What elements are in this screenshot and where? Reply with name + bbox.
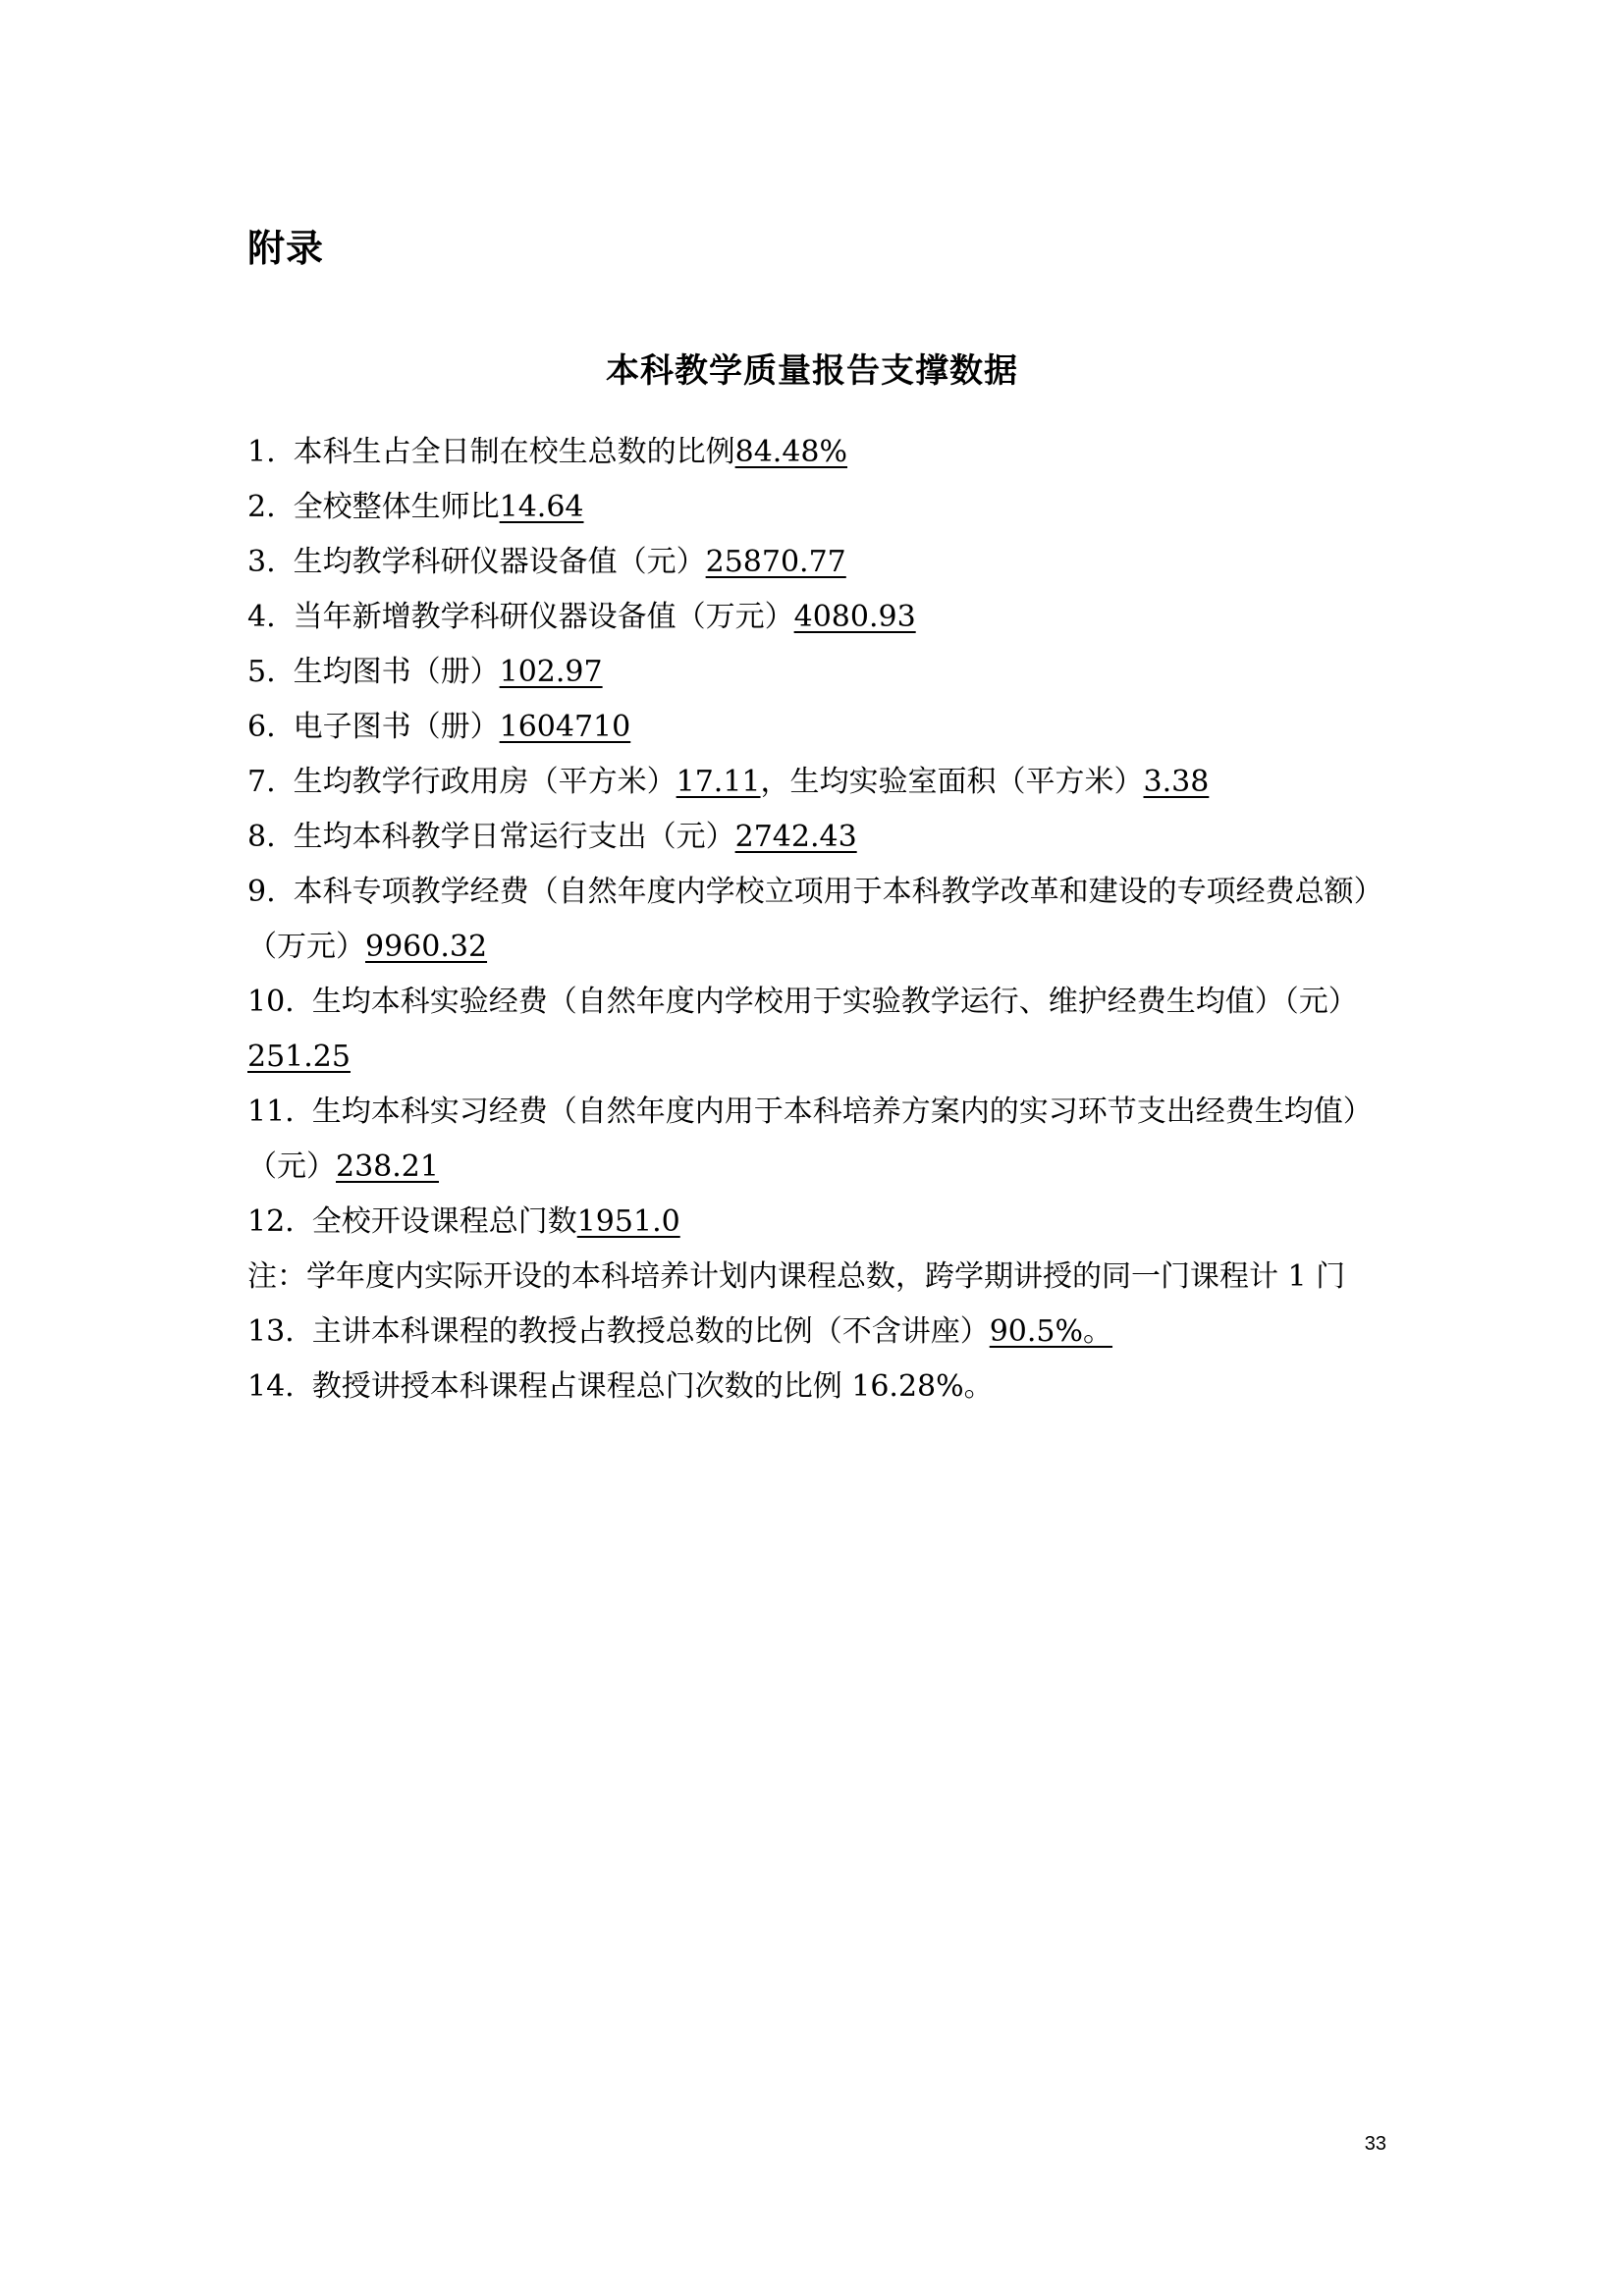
item-value: 251.25: [247, 1040, 351, 1074]
item-value: 1604710: [499, 710, 631, 744]
item-number: 10.: [247, 985, 295, 1019]
item-number: 9.: [247, 875, 276, 909]
item-number: 1.: [247, 435, 276, 469]
item-number: 4.: [247, 600, 276, 634]
item-label: 生均教学行政用房（平方米）: [293, 765, 677, 799]
item-label: 全校整体生师比: [293, 490, 500, 524]
item-label: 全校开设课程总门数: [311, 1204, 577, 1239]
item-value: 17.11: [676, 765, 761, 799]
list-item: [247, 425, 1386, 480]
document-title: 本科教学质量报告支撑数据: [606, 351, 1018, 391]
list-item: [247, 535, 1386, 590]
list-item: [247, 1305, 1386, 1360]
item-value: 102.97: [499, 655, 603, 689]
item-number: 2.: [247, 490, 276, 524]
item-value: 14.64: [499, 490, 584, 524]
list-item: [247, 1195, 1386, 1250]
item-number: 13.: [247, 1314, 295, 1349]
item-label: 本科专项教学经费（自然年度内学校立项用于本科教学改革和建设的专项经费总额）（万元）: [247, 875, 1383, 964]
list-item: [247, 1085, 1386, 1195]
item-label: 本科生占全日制在校生总数的比例: [293, 435, 735, 469]
item-number: 5.: [247, 655, 276, 689]
list-item: [247, 645, 1386, 700]
page-number: 33: [1364, 2133, 1386, 2155]
item-label: 生均图书（册）: [293, 655, 500, 689]
item-label: 生均本科实验经费（自然年度内学校用于实验教学运行、维护经费生均值）（元）: [311, 985, 1358, 1019]
item-label-secondary: ，生均实验室面积（平方米）: [760, 765, 1144, 799]
item-value: 84.48%: [734, 435, 848, 469]
list-item: [247, 480, 1386, 535]
section-title: 附录: [247, 227, 325, 270]
item-number: 7.: [247, 765, 276, 799]
list-item: [247, 590, 1386, 645]
list-item: [247, 1360, 1386, 1415]
note: [247, 1250, 1386, 1305]
list-item: [247, 975, 1386, 1085]
item-value: 2742.43: [734, 820, 857, 854]
item-value: 238.21: [336, 1149, 439, 1184]
list-item: [247, 810, 1386, 865]
item-label: 当年新增教学科研仪器设备值（万元）: [293, 600, 794, 634]
item-value: 25870.77: [705, 545, 846, 579]
list-item: [247, 865, 1386, 975]
item-label: 生均教学科研仪器设备值（元）: [293, 545, 706, 579]
item-value-secondary: 3.38: [1143, 765, 1210, 799]
item-value: 9960.32: [365, 930, 488, 964]
item-label: 主讲本科课程的教授占教授总数的比例（不含讲座）: [311, 1314, 990, 1349]
item-number: 11.: [247, 1095, 295, 1129]
item-value: 90.5%。: [989, 1314, 1113, 1349]
item-number: 12.: [247, 1204, 295, 1239]
list-item: [247, 700, 1386, 755]
item-number: 6.: [247, 710, 276, 744]
item-label: 教授讲授本科课程占课程总门次数的比例 16.28%。: [311, 1369, 994, 1404]
item-number: 8.: [247, 820, 276, 854]
item-value: 4080.93: [793, 600, 916, 634]
item-label: 生均本科实习经费（自然年度内用于本科培养方案内的实习环节支出经费生均值）（元）: [247, 1095, 1373, 1184]
item-number: 14.: [247, 1369, 295, 1404]
data-item-list: [247, 425, 1386, 1415]
note-text: 注：学年度内实际开设的本科培养计划内课程总数，跨学期讲授的同一门课程计 1 门: [247, 1259, 1346, 1294]
item-number: 3.: [247, 545, 276, 579]
item-value: 1951.0: [576, 1204, 680, 1239]
item-label: 生均本科教学日常运行支出（元）: [293, 820, 735, 854]
item-label: 电子图书（册）: [293, 710, 500, 744]
list-item: [247, 755, 1386, 810]
